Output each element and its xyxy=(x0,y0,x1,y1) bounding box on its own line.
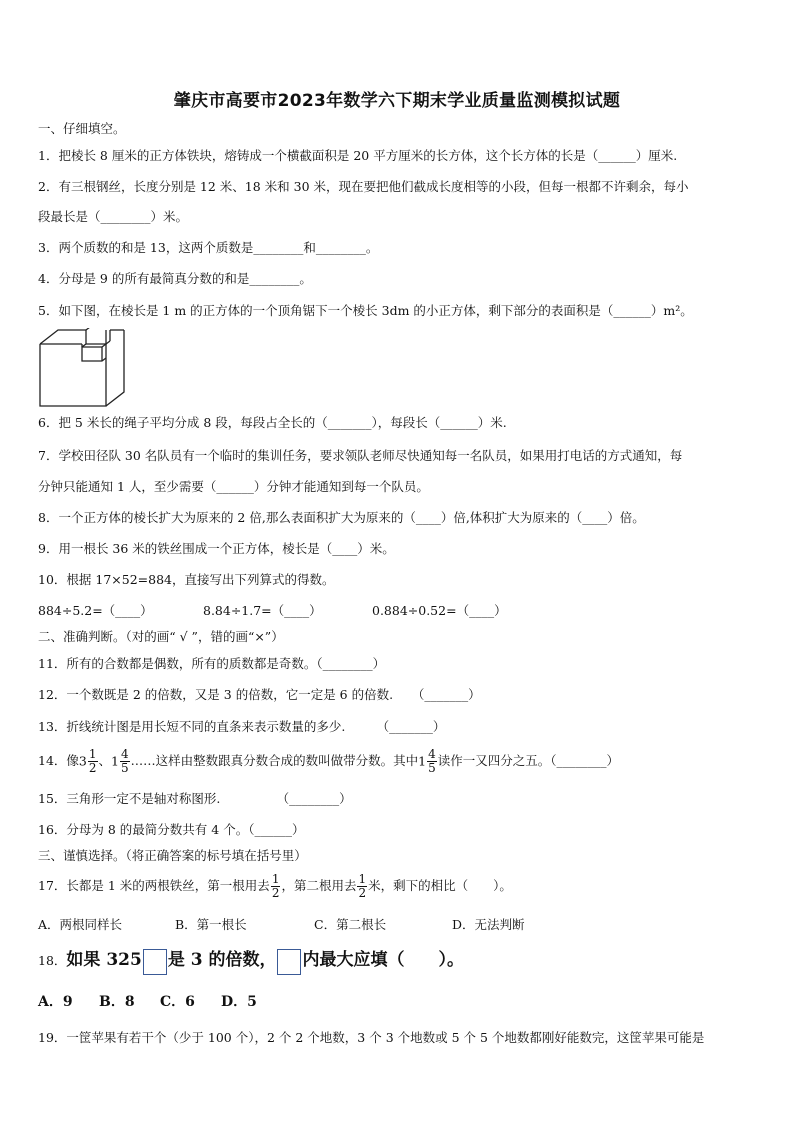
q17-fraction-1 xyxy=(271,873,281,900)
question-15: 15．三角形一定不是轴对称图形. （________） xyxy=(38,791,352,806)
q18-text-a: 如果 325 xyxy=(66,950,142,970)
q18-text-c: 内最大应填（ ）。 xyxy=(302,950,464,970)
q14-fraction-3 xyxy=(427,748,437,775)
question-16: 16．分母为 8 的最简分数共有 4 个。（______） xyxy=(38,822,305,837)
q14-fraction-2 xyxy=(120,748,130,775)
question-7-line-1: 7．学校田径队 30 名队员有一个临时的集训任务，要求领队老师尽快通知每一名队员，如果用打电话的方式通知，每 xyxy=(38,448,683,463)
question-13: 13．折线统计图是用长短不同的直条来表示数量的多少. （_______） xyxy=(38,719,446,734)
page-title: 肇庆市高要市2023年数学六下期末学业质量监测模拟试题 xyxy=(173,91,621,111)
question-1: 1．把棱长 8 厘米的正方体铁块，熔铸成一个横截面积是 20 平方厘米的长方体，这个长方体的长是（______）厘米. xyxy=(38,148,678,163)
question-2-line-2: 段最长是（________）米。 xyxy=(38,209,189,224)
q14-fraction-3-numerator: 4 xyxy=(428,747,436,761)
question-9: 9．用一根长 36 米的铁丝围成一个正方体，棱长是（____）米。 xyxy=(38,541,395,556)
q18-option-c: C．6 xyxy=(160,994,195,1010)
q14-fraction-1 xyxy=(88,748,98,775)
q14-fraction-2-denominator: 5 xyxy=(120,761,129,775)
question-7-line-2: 分钟只能通知 1 人，至少需要（______）分钟才能通知到每一个队员。 xyxy=(38,479,429,494)
q14-mixed-1-whole: 3 xyxy=(78,753,87,769)
question-5: 5．如下图，在棱长是 1 m 的正方体的一个顶角锯下一个棱长 3dm 的小正方体，剩下部分的表面积是（______）m²。 xyxy=(38,303,693,318)
q17-fraction-2-denominator: 2 xyxy=(358,886,367,900)
question-10-part-b: 8.84÷1.7=（____） xyxy=(203,603,322,618)
question-10: 10．根据 17×52=884，直接写出下列算式的得数。 xyxy=(38,572,335,587)
q14-mixed-2-whole: 1 xyxy=(111,753,119,769)
question-8: 8．一个正方体的棱长扩大为原来的 2 倍,那么表面积扩大为原来的（____）倍,体积扩大为原来的（____）倍。 xyxy=(38,510,645,525)
question-19: 19．一筐苹果有若干个（少于 100 个），2 个 2 个地数，3 个 3 个地数或 5 个 5 个地数都刚好能数完，这筐苹果可能是 xyxy=(38,1030,705,1045)
section-heading-judge: 二、准确判断。（对的画“ √ ”，错的画“×”） xyxy=(38,629,284,644)
q18-option-a: A．9 xyxy=(38,994,73,1010)
question-18 xyxy=(38,944,758,977)
q17-option-c: C．第二根长 xyxy=(314,917,387,932)
question-10-part-c: 0.884÷0.52=（____） xyxy=(372,603,507,618)
q14-mixed-3-whole: 1 xyxy=(418,753,427,769)
q14-prefix: 14．像 xyxy=(38,753,79,768)
q14-middle-text: ……这样由整数跟真分数合成的数叫做带分数。其中 xyxy=(130,753,419,768)
question-2-line-1: 2．有三根钢丝，长度分别是 12 米、18 米和 30 米，现在要把他们截成长度相等的小段，但每一根都不许剩余，每小 xyxy=(38,179,689,194)
question-6: 6．把 5 米长的绳子平均分成 8 段，每段占全长的（_______），每段长（______）米. xyxy=(38,415,507,430)
question-14 xyxy=(38,744,758,779)
cube-cut-corner-figure xyxy=(38,328,128,408)
q18-option-d: D．5 xyxy=(221,994,257,1010)
question-12: 12．一个数既是 2 的倍数，又是 3 的倍数，它一定是 6 的倍数. （_______） xyxy=(38,687,481,702)
q17-text-b: ，第二根用去 xyxy=(281,878,357,893)
q18-blank-box-2 xyxy=(277,949,301,975)
q14-fraction-1-numerator: 1 xyxy=(88,747,97,761)
question-11: 11．所有的合数都是偶数，所有的质数都是奇数。（________） xyxy=(38,656,386,671)
section-heading-choice: 三、谨慎选择。（将正确答案的标号填在括号里） xyxy=(38,848,307,863)
q18-blank-box-1 xyxy=(143,949,167,975)
q18-text-b: 是 3 的倍数， xyxy=(167,950,277,970)
q18-number: 18． xyxy=(38,953,67,968)
q14-fraction-2-numerator: 4 xyxy=(120,747,129,761)
q17-fraction-2-numerator: 1 xyxy=(358,872,367,886)
q17-option-a: A．两根同样长 xyxy=(38,917,123,932)
q14-suffix: 读作一又四分之五。（________） xyxy=(437,753,619,768)
question-3: 3．两个质数的和是 13，这两个质数是________和________。 xyxy=(38,240,379,255)
q17-text-a: 17．长都是 1 米的两根铁丝，第一根用去 xyxy=(38,878,270,893)
q17-fraction-1-numerator: 1 xyxy=(271,872,280,886)
q17-fraction-2 xyxy=(357,873,367,900)
q17-text-c: 米，剩下的相比（ ）。 xyxy=(368,878,512,893)
question-10-part-a: 884÷5.2=（____） xyxy=(38,603,153,618)
q17-option-d: D．无法判断 xyxy=(452,917,525,932)
question-17 xyxy=(38,869,758,903)
question-4: 4．分母是 9 的所有最简真分数的和是________。 xyxy=(38,271,312,286)
q14-fraction-3-denominator: 5 xyxy=(428,761,436,775)
q14-separator: 、 xyxy=(98,753,112,768)
section-heading-fill-in: 一、仔细填空。 xyxy=(38,121,126,136)
q17-fraction-1-denominator: 2 xyxy=(271,886,280,900)
q17-option-b: B．第一根长 xyxy=(175,917,247,932)
q18-option-b: B．8 xyxy=(99,994,135,1010)
q14-fraction-1-denominator: 2 xyxy=(88,761,97,775)
